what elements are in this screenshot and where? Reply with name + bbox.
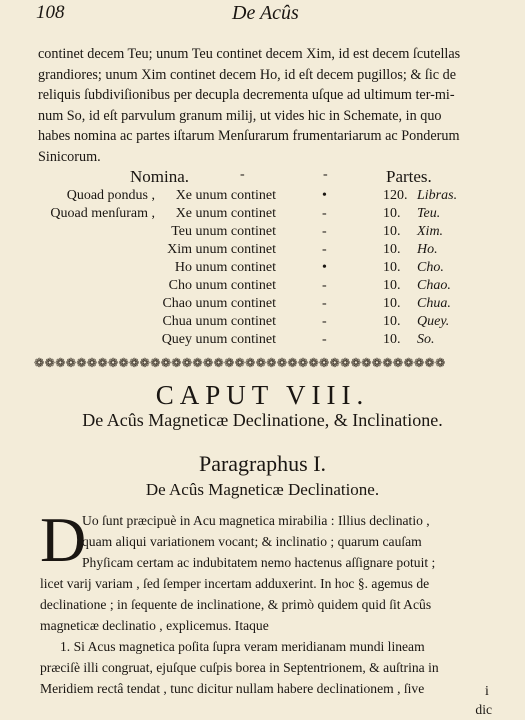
- body-line: Phyſicam certam ac indubitatem nemo hactenus aſſignare potuit ;: [82, 555, 436, 570]
- chapter-subtitle: De Acûs Magneticæ Declinatione, & Inclinatione.: [82, 410, 443, 430]
- table-header-dash: -: [240, 167, 245, 182]
- table-header-dash: -: [323, 167, 328, 182]
- row-dash: -: [322, 224, 327, 239]
- row-prefix: Quoad pondus ,: [66, 188, 155, 203]
- row-dash: -: [322, 332, 327, 347]
- body-text: [40, 504, 500, 720]
- row-number: 10.: [383, 206, 401, 221]
- row-unit: Xe unum continet: [175, 188, 276, 203]
- chapter-title: CAPUT VIII.: [155, 380, 370, 410]
- row-unit: Chao unum continet: [162, 296, 276, 311]
- row-number: 10.: [383, 278, 401, 293]
- row-number: 10.: [383, 224, 401, 239]
- table-row: [0, 242, 525, 260]
- row-prefix: Quoad menſuram ,: [50, 206, 155, 221]
- table-row: [0, 332, 525, 350]
- row-number: 10.: [383, 314, 401, 329]
- row-dash: -: [322, 242, 327, 257]
- row-number: 120.: [383, 188, 408, 203]
- row-dash: •: [322, 260, 327, 275]
- row-part: So.: [417, 332, 435, 347]
- intro-line: Sinicorum.: [38, 148, 101, 165]
- row-dash: -: [322, 314, 327, 329]
- row-dash: -: [322, 296, 327, 311]
- table-row: [0, 224, 525, 242]
- row-dash: -: [322, 206, 327, 221]
- row-unit: Teu unum continet: [171, 224, 276, 239]
- table-row: [0, 206, 525, 224]
- row-part: Cho.: [417, 260, 444, 275]
- body-line: declinatione ; in ſequente de inclinatione, & primò quidem quid ſit Acûs: [40, 597, 432, 612]
- drop-cap: D: [40, 504, 87, 575]
- table-row: [0, 278, 525, 296]
- table-header-partes: Partes.: [386, 167, 432, 186]
- body-line: Uo ſunt præcipuè in Acu magnetica mirabilia : Illius declinatio ,: [82, 513, 430, 528]
- row-part: Chao.: [417, 278, 451, 293]
- page-number: 108: [36, 2, 65, 23]
- intro-line: grandiores; unum Xim continet decem Ho, id eſt decem pugillos; & ſic de: [38, 66, 457, 83]
- paragraph-title: Paragraphus I.: [198, 451, 327, 476]
- intro-line: num So, id eſt parvulum granum milij, ut vides hic in Schemate, in quo: [38, 107, 442, 124]
- row-dash: -: [322, 278, 327, 293]
- body-line: 1. Si Acus magnetica poſita ſupra veram meridianam mundi lineam: [60, 639, 425, 654]
- row-part: Quey.: [417, 314, 450, 329]
- row-number: 10.: [383, 296, 401, 311]
- row-part: Libras.: [417, 188, 458, 203]
- row-part: Ho.: [417, 242, 438, 257]
- body-line: Meridiem rectâ tendat , tunc dicitur nullam habere declinationem , ſive: [40, 681, 425, 696]
- table-row: [0, 260, 525, 278]
- row-number: 10.: [383, 242, 401, 257]
- row-unit: Xe unum continet: [175, 206, 276, 221]
- table-header-nomina: Nomina.: [130, 167, 190, 186]
- body-line: præciſè illi congruat, ejuſque cuſpis borea in Septentrionem, & auſtrina in: [40, 660, 439, 675]
- row-number: 10.: [383, 332, 401, 347]
- row-part: Xim.: [417, 224, 444, 239]
- body-line: licet varij variam , ſed ſemper incertam adduxerint. In hoc §. agemus de: [40, 576, 430, 591]
- paragraph-subtitle: De Acûs Magneticæ Declinatione.: [145, 480, 380, 499]
- intro-paragraph: [38, 44, 498, 167]
- table-row: [0, 188, 525, 206]
- row-number: 10.: [383, 260, 401, 275]
- signature-mark: i: [485, 684, 489, 699]
- running-title: De Acûs: [232, 2, 299, 24]
- intro-line: continet decem Teu; unum Teu continet decem Xim, id est decem ſcutellas: [38, 46, 461, 62]
- table-row: [0, 314, 525, 332]
- row-part: Teu.: [417, 206, 441, 221]
- row-unit: Chua unum continet: [162, 314, 276, 329]
- catchword: dic: [475, 702, 492, 717]
- body-line: magneticæ declinatio , explicemus. Itaque: [40, 618, 269, 633]
- row-unit: Cho unum continet: [168, 278, 276, 293]
- row-part: Chua.: [417, 296, 451, 311]
- ornament-divider: ❁❁❁❁❁❁❁❁❁❁❁❁❁❁❁❁❁❁❁❁❁❁❁❁❁❁❁❁❁❁❁❁❁❁❁❁❁❁❁: [34, 356, 446, 370]
- table-row: [0, 296, 525, 314]
- row-unit: Ho unum continet: [174, 260, 276, 275]
- body-line: quam aliqui variationem vocant; & inclinatio ; quarum cauſam: [82, 534, 422, 549]
- row-unit: Quey unum continet: [161, 332, 276, 347]
- intro-line: reliquis ſubdiviſionibus per decupla decrementa uſque ad ultimum ter-mi-: [38, 87, 455, 103]
- row-unit: Xim unum continet: [167, 242, 276, 257]
- row-dash: •: [322, 188, 327, 203]
- intro-line: habes nomina ac partes iſtarum Menſurarum frumentariarum ac Ponderum: [38, 128, 460, 144]
